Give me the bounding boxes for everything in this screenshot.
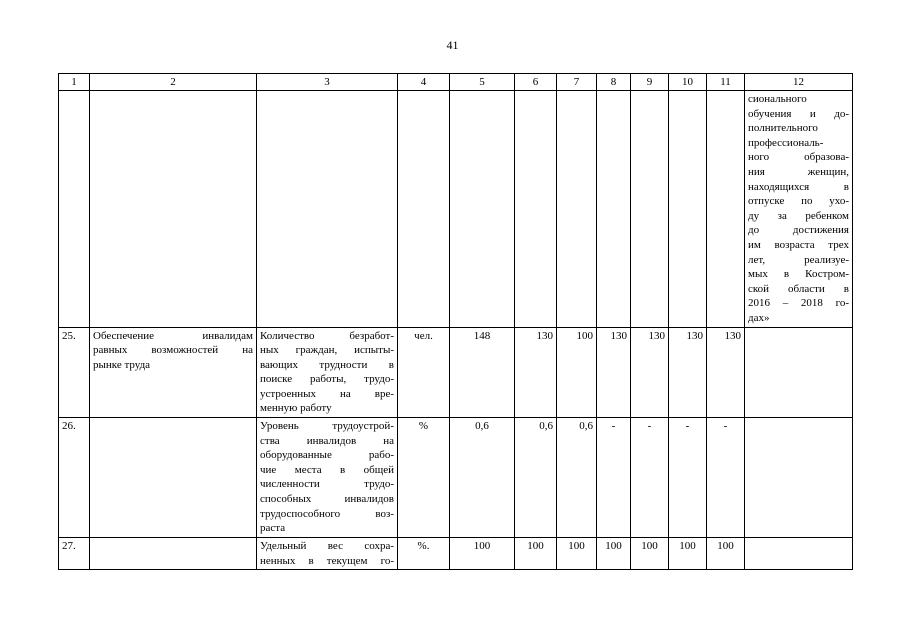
indicator-line: способных инвалидов	[260, 493, 394, 506]
note-line: сионального	[748, 93, 807, 105]
header-cell: 5	[450, 74, 515, 91]
cell-value: -	[707, 418, 745, 538]
cell-empty	[398, 91, 450, 328]
cell-empty	[59, 91, 90, 328]
indicator-line: ненных в текущем го-	[260, 554, 394, 567]
note-line: обучения и до-	[748, 107, 849, 120]
cell-empty	[515, 91, 557, 328]
note-line: профессиональ-	[748, 136, 824, 149]
indicators-table	[58, 73, 853, 570]
cell-value: 130	[669, 327, 707, 418]
indicator-line: чие места в общей	[260, 463, 394, 476]
cell-empty	[557, 91, 597, 328]
note-line: ного образова-	[748, 151, 849, 164]
cell-unit: %	[398, 418, 450, 538]
note-line: до достижения	[748, 224, 849, 237]
header-row	[59, 74, 853, 91]
note-line: полнительного	[748, 122, 818, 135]
cell-empty	[450, 91, 515, 328]
cell-value: -	[631, 418, 669, 538]
measure-line: рынке труда	[93, 358, 151, 371]
row-number: 25.	[59, 327, 90, 418]
cell-empty	[90, 418, 257, 538]
cell-empty	[90, 538, 257, 570]
indicator-line: раста	[260, 522, 286, 535]
header-cell: 2	[90, 74, 257, 91]
indicator-line: ства инвалидов на	[260, 434, 394, 447]
cell-value: 130	[515, 327, 557, 418]
cell-value: -	[597, 418, 631, 538]
cell-value: 100	[707, 538, 745, 570]
indicator-line: Уровень трудоустрой-	[260, 420, 394, 433]
cell-indicator	[257, 538, 398, 570]
cell-measure	[90, 327, 257, 418]
indicator-line: численности трудо-	[260, 478, 394, 491]
cell-unit: чел.	[398, 327, 450, 418]
note-line: ния женщин,	[748, 165, 849, 178]
note-line: 2016 – 2018 го-	[748, 297, 849, 310]
indicator-line: менную работу	[260, 402, 332, 415]
cell-value: 100	[597, 538, 631, 570]
cell-value: 100	[669, 538, 707, 570]
cell-value: 130	[707, 327, 745, 418]
note-line: им возраста трех	[748, 238, 849, 251]
cell-empty	[631, 91, 669, 328]
cell-value: 100	[557, 538, 597, 570]
cell-value: -	[669, 418, 707, 538]
note-line: дах»	[748, 311, 770, 324]
cell-empty	[745, 327, 853, 418]
measure-line: равных возможностей на	[93, 344, 253, 357]
indicator-line: устроенных на вре-	[260, 387, 394, 400]
row-number: 26.	[59, 418, 90, 538]
cell-note	[745, 91, 853, 328]
table-row-25	[59, 327, 853, 418]
header-cell: 8	[597, 74, 631, 91]
cell-empty	[90, 91, 257, 328]
header-cell: 6	[515, 74, 557, 91]
cell-value: 100	[515, 538, 557, 570]
header-cell: 1	[59, 74, 90, 91]
cell-empty	[257, 91, 398, 328]
note-line: отпуске по ухо-	[748, 195, 849, 208]
header-cell: 9	[631, 74, 669, 91]
header-cell: 4	[398, 74, 450, 91]
page-number: 41	[446, 38, 459, 52]
cell-empty	[707, 91, 745, 328]
indicator-line: Удельный вес сохра-	[260, 540, 394, 553]
cell-indicator	[257, 418, 398, 538]
cell-value: 130	[631, 327, 669, 418]
cell-empty	[597, 91, 631, 328]
cell-value: 130	[597, 327, 631, 418]
header-cell: 10	[669, 74, 707, 91]
cell-unit: %.	[398, 538, 450, 570]
cell-empty	[745, 418, 853, 538]
header-cell: 11	[707, 74, 745, 91]
table-row-continuation	[59, 91, 853, 328]
note-line: находящихся в	[748, 180, 849, 193]
cell-indicator	[257, 327, 398, 418]
cell-value: 0,6	[515, 418, 557, 538]
cell-value: 148	[450, 327, 515, 418]
header-cell: 12	[745, 74, 853, 91]
indicator-line: ных граждан, испыты-	[260, 344, 394, 357]
note-line: ду за ребенком	[748, 209, 849, 222]
indicator-line: Количество безработ-	[260, 329, 394, 342]
indicator-line: трудоспособного воз-	[260, 507, 394, 520]
table-row-26	[59, 418, 853, 538]
indicator-line: вающих трудности в	[260, 358, 394, 371]
cell-value: 100	[557, 327, 597, 418]
cell-value: 100	[450, 538, 515, 570]
cell-empty	[745, 538, 853, 570]
table-row-27	[59, 538, 853, 570]
header-cell: 3	[257, 74, 398, 91]
note-line: мых в Костром-	[748, 268, 849, 281]
cell-empty	[669, 91, 707, 328]
cell-value: 0,6	[557, 418, 597, 538]
indicator-line: оборудованные рабо-	[260, 449, 394, 462]
measure-line: Обеспечение инвалидам	[93, 329, 253, 342]
note-line: ской области в	[748, 282, 849, 295]
row-number: 27.	[59, 538, 90, 570]
cell-value: 100	[631, 538, 669, 570]
note-line: лет, реализуе-	[748, 253, 849, 266]
header-cell: 7	[557, 74, 597, 91]
cell-value: 0,6	[450, 418, 515, 538]
indicator-line: поиске работы, трудо-	[260, 373, 394, 386]
